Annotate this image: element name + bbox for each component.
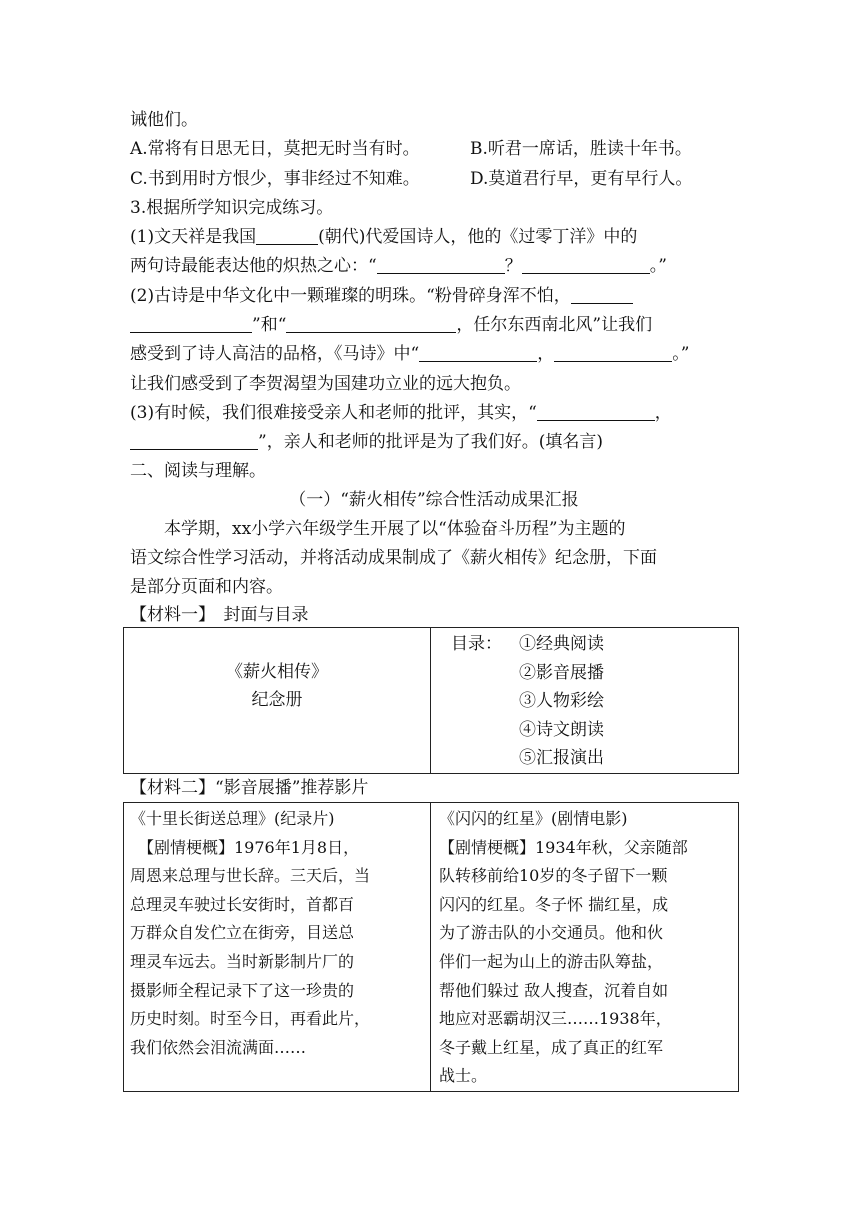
film-summary-line: 【剧情梗概】1934年秋，父亲随部	[439, 837, 688, 857]
material-1-label: 【材料一】 封面与目录	[130, 605, 309, 625]
question-3-title: 3.根据所学知识完成练习。	[130, 198, 334, 218]
section-2-heading: 二、阅读与理解。	[130, 461, 266, 481]
film-summary-line: 队转移前给10岁的冬子留下一颗	[439, 866, 668, 886]
question-3-2-line3: 感受到了诗人高洁的品格，《马诗》中“ ， 。”	[130, 344, 690, 364]
toc-item: ⑤汇报演出	[519, 748, 604, 768]
paragraph-line: 语文综合性学习活动，并将活动成果制成了《薪火相传》纪念册，下面	[130, 548, 657, 568]
film-summary-line: 周恩来总理与世长辞。三天后，当	[130, 866, 371, 886]
question-3-3-line1: (3)有时候，我们很难接受亲人和老师的批评，其实，“ ，	[130, 403, 672, 423]
option-d: D.莫道君行早，更有早行人。	[470, 169, 693, 189]
cover-title: 《薪火相传》	[226, 662, 328, 682]
film-summary-line: 战士。	[439, 1066, 488, 1086]
option-c: C.书到用时方恨少，事非经过不知难。	[130, 169, 420, 189]
film-cell-left	[124, 803, 431, 1092]
option-a: A.常将有日思无日，莫把无时当有时。	[130, 139, 420, 159]
option-b: B.听君一席话，胜读十年书。	[470, 139, 692, 159]
answer-blank[interactable]	[419, 343, 537, 362]
film-summary-line: 闪闪的红星。冬子怀 揣红星，成	[439, 894, 669, 914]
toc-item: ④诗文朗读	[519, 719, 604, 740]
cover-cell	[124, 628, 431, 774]
answer-blank[interactable]	[554, 343, 672, 362]
film-summary-line: 总理灵车驶过长安街时，首都百	[130, 894, 355, 914]
question-3-1-line1: (1)文天祥是我国 (朝代)代爱国诗人，他的《过零丁洋》中的	[130, 227, 638, 247]
film-title: 《十里长街送总理》(纪录片)	[130, 809, 335, 828]
toc-item: ③人物彩绘	[519, 691, 604, 711]
question-3-2-line4: 让我们感受到了李贺渴望为国建功立业的远大抱负。	[130, 374, 521, 394]
material-2-label: 【材料二】“影音展播”推荐影片	[130, 778, 369, 798]
toc-cell	[431, 628, 739, 774]
answer-blank[interactable]	[571, 285, 633, 304]
film-summary-line: 摄影师全程记录下了这一珍贵的	[130, 980, 355, 1000]
film-summary-line: 【剧情梗概】1976年1月8日，	[138, 837, 360, 857]
text-line: 诫他们。	[130, 110, 198, 130]
film-summary-line: 地应对恶霸胡汉三……1938年，	[439, 1009, 672, 1029]
answer-blank[interactable]	[286, 314, 456, 333]
film-summary-line: 万群众自发伫立在街旁，目送总	[130, 923, 355, 943]
question-3-2-line1: (2)古诗是中华文化中一颗璀璨的明珠。“粉骨碎身浑不怕，	[130, 285, 633, 307]
toc-label: 目录：	[451, 634, 502, 654]
film-summary-line: 冬子戴上红星，成了真正的红军	[439, 1037, 664, 1057]
film-cell-right	[431, 803, 739, 1092]
reading-title: （一）“薪火相传”综合性活动成果汇报	[289, 490, 579, 510]
answer-blank[interactable]	[377, 255, 505, 274]
film-summary-line: 帮他们躲过 敌人搜查，沉着自如	[439, 980, 669, 1000]
toc-item: ①经典阅读	[519, 634, 604, 654]
answer-blank[interactable]	[256, 226, 318, 245]
answer-blank[interactable]	[522, 255, 650, 274]
cover-subtitle: 纪念册	[251, 690, 303, 710]
answer-blank[interactable]	[537, 402, 655, 421]
answer-blank[interactable]	[130, 314, 252, 333]
toc-item: ②影音展播	[519, 662, 604, 683]
question-3-1-line2: 两句诗最能表达他的炽热之心：“ ？ 。”	[130, 256, 667, 276]
film-summary-line: 历史时刻。时至今日，再看此片，	[130, 1009, 371, 1029]
question-3-3-line2: ”，亲人和老师的批评是为了我们好。(填名言)	[130, 431, 603, 453]
film-summary-line: 为了游击队的小交通员。他和伙	[439, 923, 664, 943]
film-summary-line: 理灵车远去。当时新影制片厂的	[130, 951, 355, 971]
film-table	[123, 802, 739, 1092]
cover-toc-table	[123, 627, 739, 774]
film-summary-line: 伴们一起为山上的游击队筹盐，	[439, 951, 664, 971]
answer-blank[interactable]	[130, 431, 258, 450]
paragraph-line: 本学期，xx小学六年级学生开展了以“体验奋斗历程”为主题的	[164, 519, 626, 539]
film-title: 《闪闪的红星》(剧情电影)	[439, 809, 628, 828]
paragraph-line: 是部分页面和内容。	[130, 577, 283, 597]
question-3-2-line2: ”和“ ，任尔东西南北风”让我们	[130, 314, 652, 336]
film-summary-line: 我们依然会泪流满面……	[130, 1037, 307, 1057]
